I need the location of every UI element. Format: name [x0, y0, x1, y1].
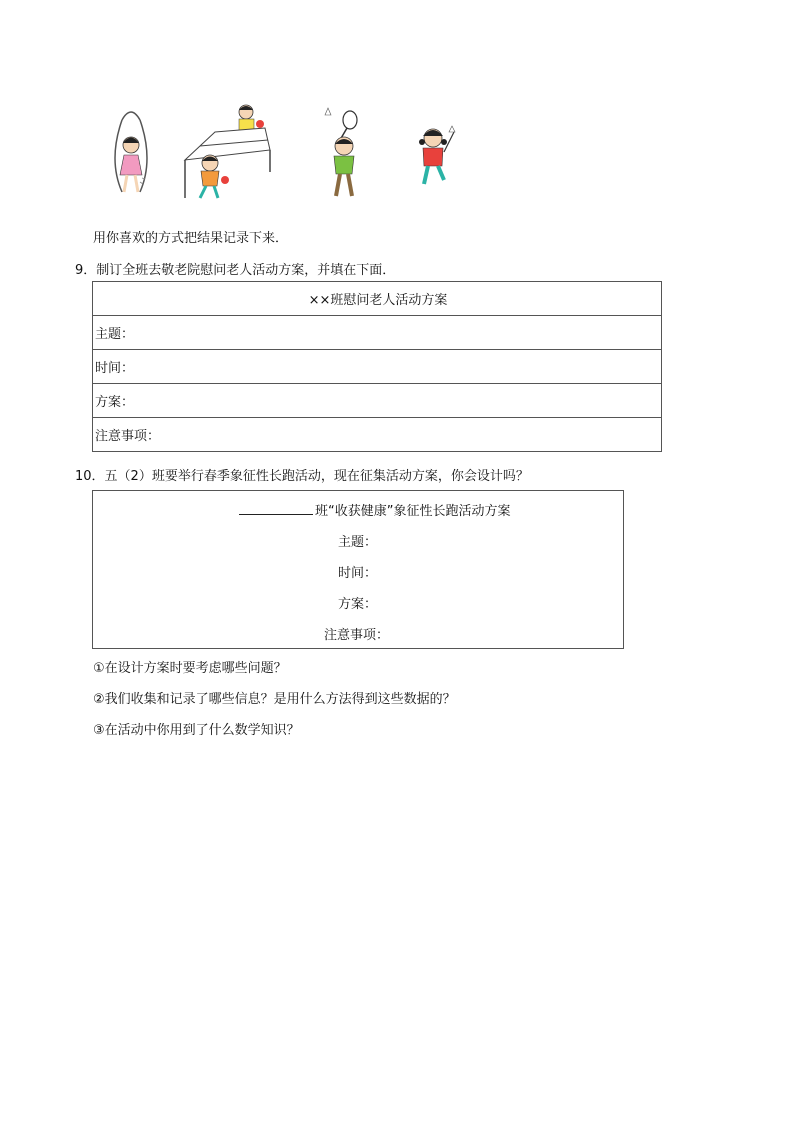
ping-pong-figure [185, 105, 270, 198]
badminton-boy-figure [325, 108, 357, 196]
plan-box-notes[interactable]: 注意事项： [324, 628, 390, 643]
question-10-plan-box [92, 490, 624, 649]
plan-box-time[interactable]: 时间： [338, 566, 378, 581]
subquestion-1: ①在设计方案时要考虑哪些问题？ [93, 661, 287, 676]
plan-row-time[interactable]: 时间： [93, 350, 662, 384]
jump-rope-girl-figure [115, 112, 147, 192]
plan-row-plan[interactable]: 方案： [93, 384, 662, 418]
plan-box-theme[interactable]: 主题： [338, 535, 378, 550]
intro-instruction: 用你喜欢的方式把结果记录下来． [93, 231, 289, 246]
plan-table-title: ××班慰问老人活动方案 [93, 282, 662, 316]
sports-illustration [100, 100, 470, 210]
subquestion-3: ③在活动中你用到了什么数学知识？ [93, 723, 300, 738]
plan-box-plan[interactable]: 方案： [338, 597, 378, 612]
badminton-girl-figure [419, 126, 455, 184]
question-9-prompt: 9．制订全班去敬老院慰问老人活动方案，并填在下面． [75, 263, 396, 278]
plan-row-notes[interactable]: 注意事项： [93, 418, 662, 452]
class-name-blank[interactable] [239, 502, 313, 515]
plan-row-theme[interactable]: 主题： [93, 316, 662, 350]
question-10-prompt: 10．五（2）班要举行春季象征性长跑活动，现在征集活动方案，你会设计吗？ [75, 469, 529, 484]
plan-box-title: 班“收获健康”象征性长跑活动方案 [315, 504, 511, 519]
question-9-plan-table [92, 281, 662, 452]
subquestion-2: ②我们收集和记录了哪些信息？是用什么方法得到这些数据的？ [93, 692, 456, 707]
plan-box-title-line [239, 500, 510, 519]
